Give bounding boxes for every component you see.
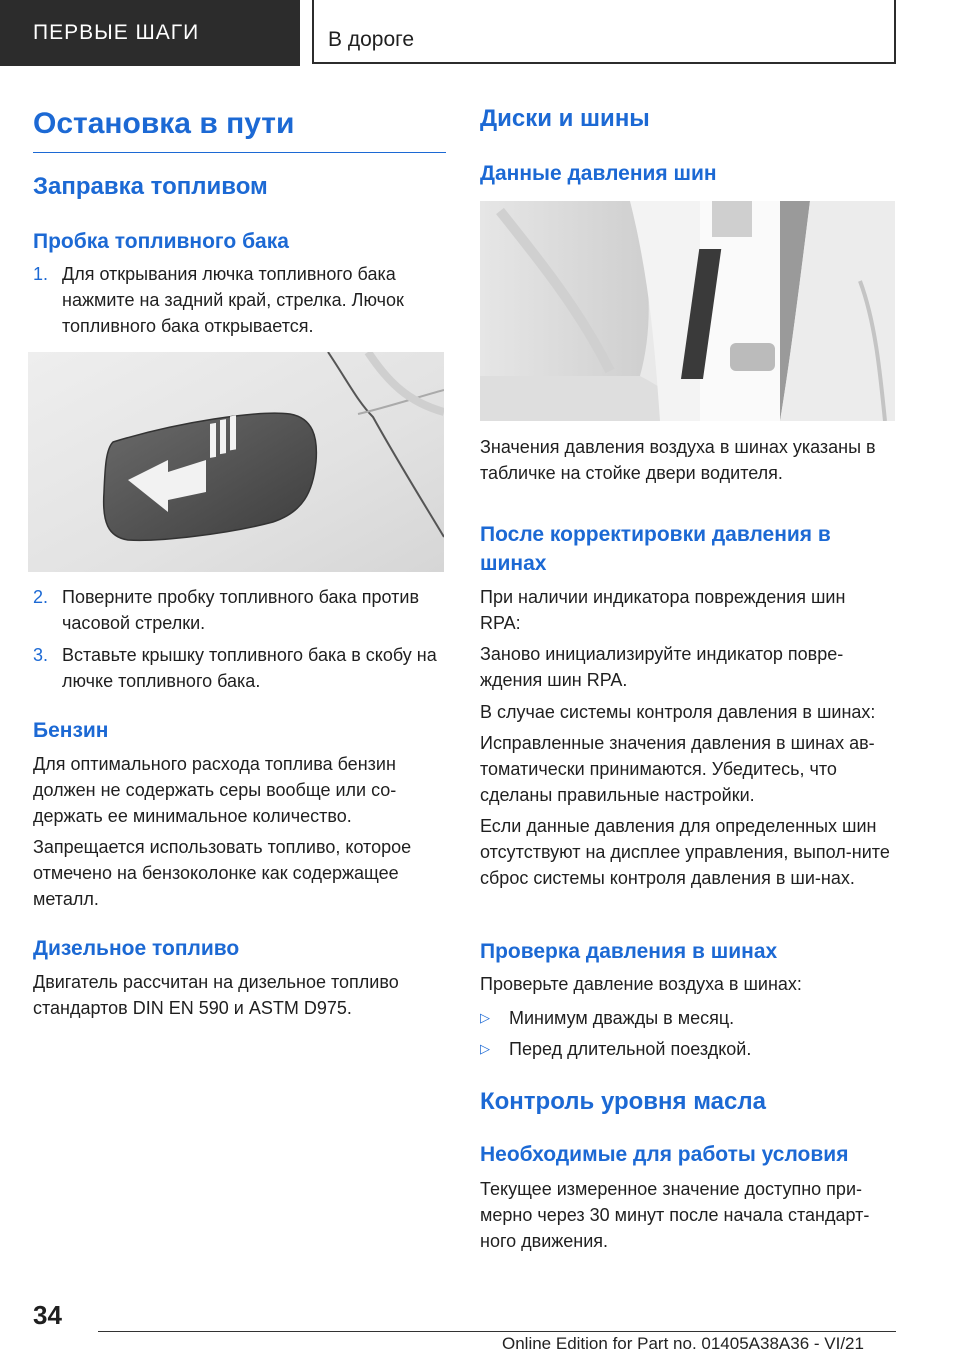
bullet-text: Перед длительной поездкой. (509, 1039, 752, 1059)
check-bullet-1 (480, 1005, 896, 1031)
after-paragraph-4: Исправленные значения давления в шинах ав-томатически принимаются. Убедитесь, что сделаны правильные настройки. (480, 733, 875, 805)
step-text: Для открывания лючка топливного бака нажмите на задний край, стрелка. Лючок топливного бака открывается. (62, 264, 404, 336)
step-text: Вставьте крышку топливного бака в скобу на лючке топливного бака. (62, 645, 437, 691)
triangle-bullet-icon: ▷ (480, 1041, 490, 1056)
footer-divider (98, 1331, 896, 1332)
after-paragraph-3: В случае системы контроля давления в шинах: (480, 702, 876, 722)
triangle-bullet-icon: ▷ (480, 1010, 490, 1025)
section-title-stop: Остановка в пути (33, 106, 446, 153)
header-subsection-label: В дороге (328, 28, 415, 51)
pressure-caption: Значения давления воздуха в шинах указаны в табличке на стойке двери водителя. (480, 437, 876, 483)
after-paragraph-5: Если данные давления для определенных шин отсутствуют на дисплее управления, выпол-ните сброс системы контроля давления в ши-нах. (480, 816, 890, 888)
header-section-label: ПЕРВЫЕ ШАГИ (33, 21, 200, 44)
check-bullet-2 (480, 1036, 896, 1062)
fuel-flap-image (28, 352, 444, 572)
step-3 (33, 642, 446, 694)
heading-refuel: Заправка топливом (33, 173, 268, 200)
petrol-paragraph-1: Для оптимального расхода топлива бензин должен не содержать серы вообще или со-держать ее минимальное количество. (33, 754, 397, 826)
bullet-text: Минимум дважды в месяц. (509, 1008, 735, 1028)
step-number: 3. (33, 645, 49, 665)
oil-paragraph: Текущее измеренное значение доступно при-мерно через 30 минут после начала стандарт-ного движения. (480, 1179, 870, 1251)
footer-edition: Online Edition for Part no. 01405A38A36 - VI/21 (502, 1334, 864, 1353)
heading-petrol: Бензин (33, 719, 109, 742)
petrol-paragraph-2: Запрещается использовать топливо, которое отмечено на бензоколонке как содержащее металл. (33, 837, 412, 909)
step-text: Поверните пробку топливного бака против часовой стрелки. (62, 587, 420, 633)
page-number: 34 (33, 1300, 62, 1330)
header-subsection-tab (312, 0, 896, 64)
heading-after-correction: После корректировки давления в шинах (480, 523, 831, 575)
heading-check-pressure: Проверка давления в шинах (480, 940, 778, 963)
heading-oil-conditions: Необходимые для работы условия (480, 1143, 849, 1166)
door-pillar-image (480, 201, 895, 421)
after-paragraph-1: При наличии индикатора повреждения шин RPA: (480, 587, 846, 633)
after-paragraph-2: Заново инициализируйте индикатор повре-ждения шин RPA. (480, 644, 844, 690)
step-2 (33, 584, 446, 636)
check-paragraph: Проверьте давление воздуха в шинах: (480, 974, 802, 994)
diesel-paragraph: Двигатель рассчитан на дизельное топливо стандартов DIN EN 590 и ASTM D975. (33, 972, 399, 1018)
section-title-wheels: Диски и шины (480, 105, 650, 132)
step-1 (33, 261, 446, 339)
step-number: 2. (33, 587, 49, 607)
heading-fuel-cap: Пробка топливного бака (33, 230, 289, 253)
heading-diesel: Дизельное топливо (33, 937, 240, 960)
step-number: 1. (33, 264, 49, 284)
section-title-oil: Контроль уровня масла (480, 1088, 766, 1115)
header-section-tab (0, 0, 300, 66)
heading-tire-pressure-data: Данные давления шин (480, 162, 717, 185)
